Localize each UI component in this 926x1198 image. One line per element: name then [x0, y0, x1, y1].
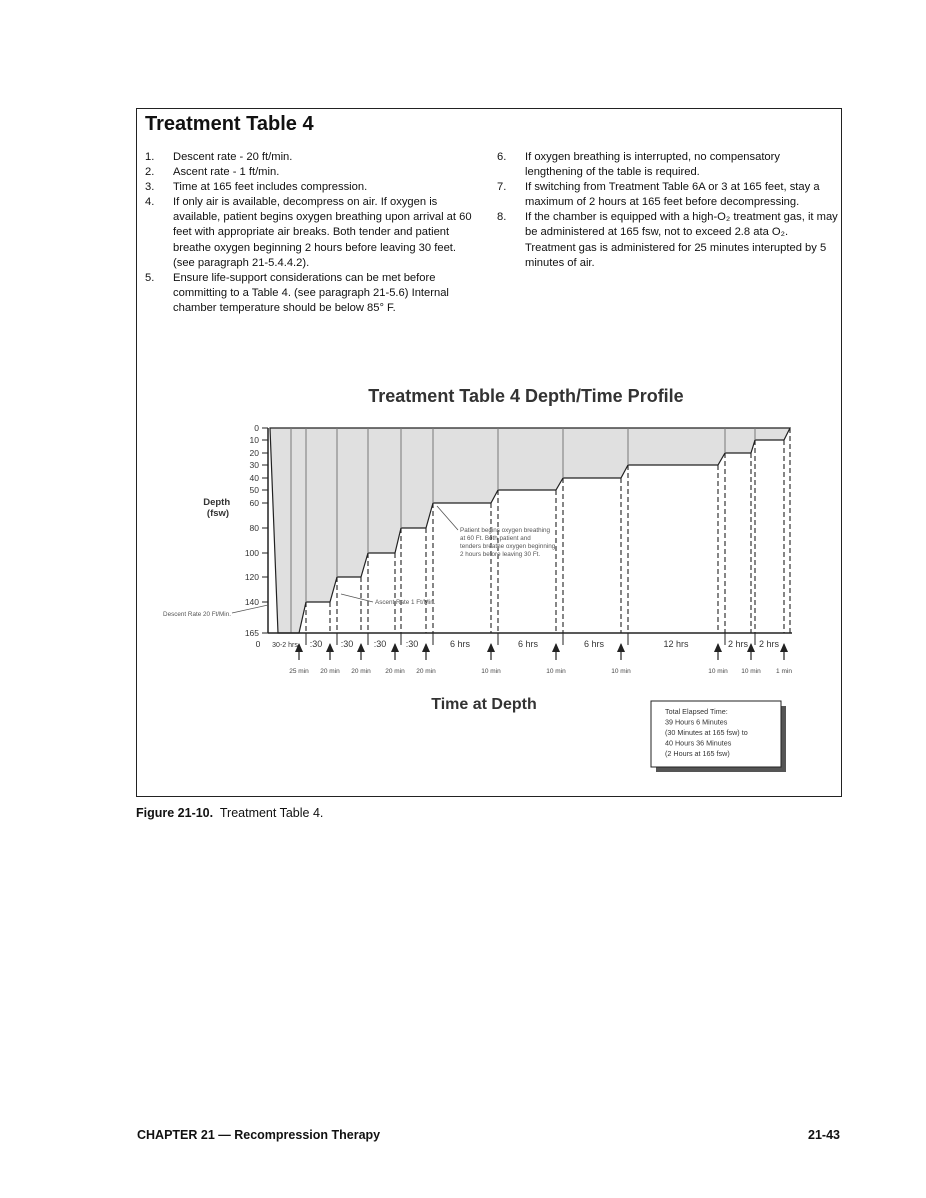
y-tick-label: 80	[249, 523, 259, 533]
chart-title: Treatment Table 4 Depth/Time Profile	[368, 386, 684, 406]
stop-duration-label: 2 hrs	[758, 639, 780, 649]
oxygen-leader-line	[437, 506, 458, 530]
ascent-time-label: 10 min	[741, 668, 761, 675]
note-text: If switching from Treatment Table 6A or 3 at 165 feet, stay a maximum of 2 hours at 165 feet before decompressing.	[525, 181, 820, 209]
stop-duration-label: 12 hrs	[663, 639, 689, 649]
y-tick-label: 20	[249, 448, 259, 458]
descent-rate-note: Descent Rate 20 Ft/Min.	[163, 611, 231, 618]
note-number: 8.	[497, 211, 507, 224]
stop-duration-label: :30	[405, 639, 419, 649]
figure-caption	[136, 806, 323, 820]
ascent-arrow-head	[780, 643, 788, 652]
stop-duration-label: 6 hrs	[583, 639, 605, 649]
ascent-time-label: 20 min	[385, 668, 405, 675]
ascent-arrow-head	[391, 643, 399, 652]
note-number: 1.	[145, 151, 155, 163]
note-number: 5.	[145, 271, 155, 284]
note-text: If oxygen breathing is interrupted, no compensatory lengthening of the table is required.	[525, 151, 780, 179]
y-tick-label: 60	[249, 498, 259, 508]
note-number: 2.	[145, 166, 155, 179]
y-axis-label	[203, 497, 233, 519]
stop-duration-label: :30	[373, 639, 387, 649]
y-tick-label: 140	[244, 597, 259, 607]
note-text: If only air is available, decompress on air. If oxygen is available, patient begins oxygen breathing upon arrival at 60 feet with appropriate air breaks. Both tender and patient breathe oxygen beginning 2 hours before leaving 30 feet. (see paragraph 21-5.4.4.2).	[173, 196, 472, 269]
note-text: If the chamber is equipped with a high-O₂ treatment gas, it may be administered at 165 fsw, not to exceed 2.8 ata O₂. Treatment gas is administered for 25 minutes interupted by 5 minutes of air.	[525, 211, 838, 269]
ascent-time-label: 20 min	[416, 668, 436, 675]
oxygen-note-line: at 60 Ft. Both patient and	[460, 535, 531, 542]
ascent-time-label: 10 min	[611, 668, 631, 675]
oxygen-note	[460, 527, 556, 558]
ascent-time-label: 20 min	[351, 668, 371, 675]
y-tick-label: 0	[254, 423, 259, 433]
y-tick-label: 50	[249, 485, 259, 495]
total-elapsed-line: (2 Hours at 165 fsw)	[665, 749, 730, 758]
x-axis-label: Time at Depth	[431, 696, 537, 713]
stop-duration-label: 6 hrs	[517, 639, 539, 649]
note-number: 6.	[497, 151, 507, 163]
stop-duration-label: :30	[309, 639, 323, 649]
total-elapsed-box	[651, 701, 786, 772]
ascent-time-label: 20 min	[320, 668, 340, 675]
figure-caption-text: Treatment Table 4.	[219, 806, 324, 820]
y-axis-label-line-1: Depth	[203, 497, 231, 508]
page-number: 21-43	[808, 1128, 840, 1142]
note-text: Time at 165 feet includes compression.	[173, 181, 368, 194]
y-tick-label: 10	[249, 435, 259, 445]
ascent-rate-note: Ascent Rate 1 Ft/Min.	[375, 599, 436, 606]
oxygen-note-line: tenders breathe oxygen beginning	[460, 543, 556, 550]
note-text: Descent rate - 20 ft/min.	[173, 151, 293, 163]
note-text: Ascent rate - 1 ft/min.	[173, 166, 280, 179]
x-origin-label: 0	[255, 639, 261, 649]
y-tick-label: 165	[244, 628, 259, 638]
stop-duration-label: 30-2 hrs	[272, 642, 298, 649]
y-tick-label: 40	[249, 473, 259, 483]
note-text: Ensure life-support considerations can be met before committing to a Table 4. (see paragraph 21-5.6) Internal chamber temperature should be below 85° F.	[173, 271, 449, 314]
ascent-time-label: 25 min	[289, 668, 309, 675]
note-number: 7.	[497, 181, 507, 194]
ascent-arrow-head	[747, 643, 755, 652]
total-elapsed-line: 40 Hours 36 Minutes	[665, 738, 732, 748]
stop-duration-label: 6 hrs	[449, 639, 471, 649]
ascent-arrow-head	[552, 643, 560, 652]
table-title: Treatment Table 4	[145, 113, 314, 135]
y-tick-label: 100	[244, 548, 259, 558]
ascent-time-label: 1 min	[776, 668, 792, 675]
stop-duration-label: :30	[340, 639, 354, 649]
ascent-arrow-head	[617, 643, 625, 652]
note-number: 4.	[145, 196, 155, 209]
total-elapsed-line: (30 Minutes at 165 fsw) to	[665, 728, 748, 737]
total-elapsed-line: 39 Hours 6 Minutes	[665, 717, 728, 727]
ascent-arrow-head	[326, 643, 334, 652]
ascent-arrow-head	[714, 643, 722, 652]
ascent-arrow-head	[357, 643, 365, 652]
figure-caption-label: Figure 21-10.	[136, 806, 214, 820]
ascent-time-label: 10 min	[546, 668, 566, 675]
y-axis-label-line-2: (fsw)	[206, 508, 230, 519]
ascent-arrow-head	[422, 643, 430, 652]
note-number: 3.	[145, 181, 155, 194]
total-elapsed-line: Total Elapsed Time:	[665, 707, 728, 716]
footer-chapter: CHAPTER 21 — Recompression Therapy	[137, 1128, 381, 1142]
oxygen-note-line: 2 hours before leaving 30 Ft.	[460, 551, 541, 558]
stop-duration-label: 2 hrs	[727, 639, 749, 649]
ascent-time-label: 10 min	[708, 668, 728, 675]
y-tick-label: 30	[249, 460, 259, 470]
oxygen-note-line: Patient begins oxygen breathing	[460, 527, 550, 534]
y-tick-label: 120	[244, 572, 259, 582]
ascent-time-label: 10 min	[481, 668, 501, 675]
ascent-arrow-head	[487, 643, 495, 652]
